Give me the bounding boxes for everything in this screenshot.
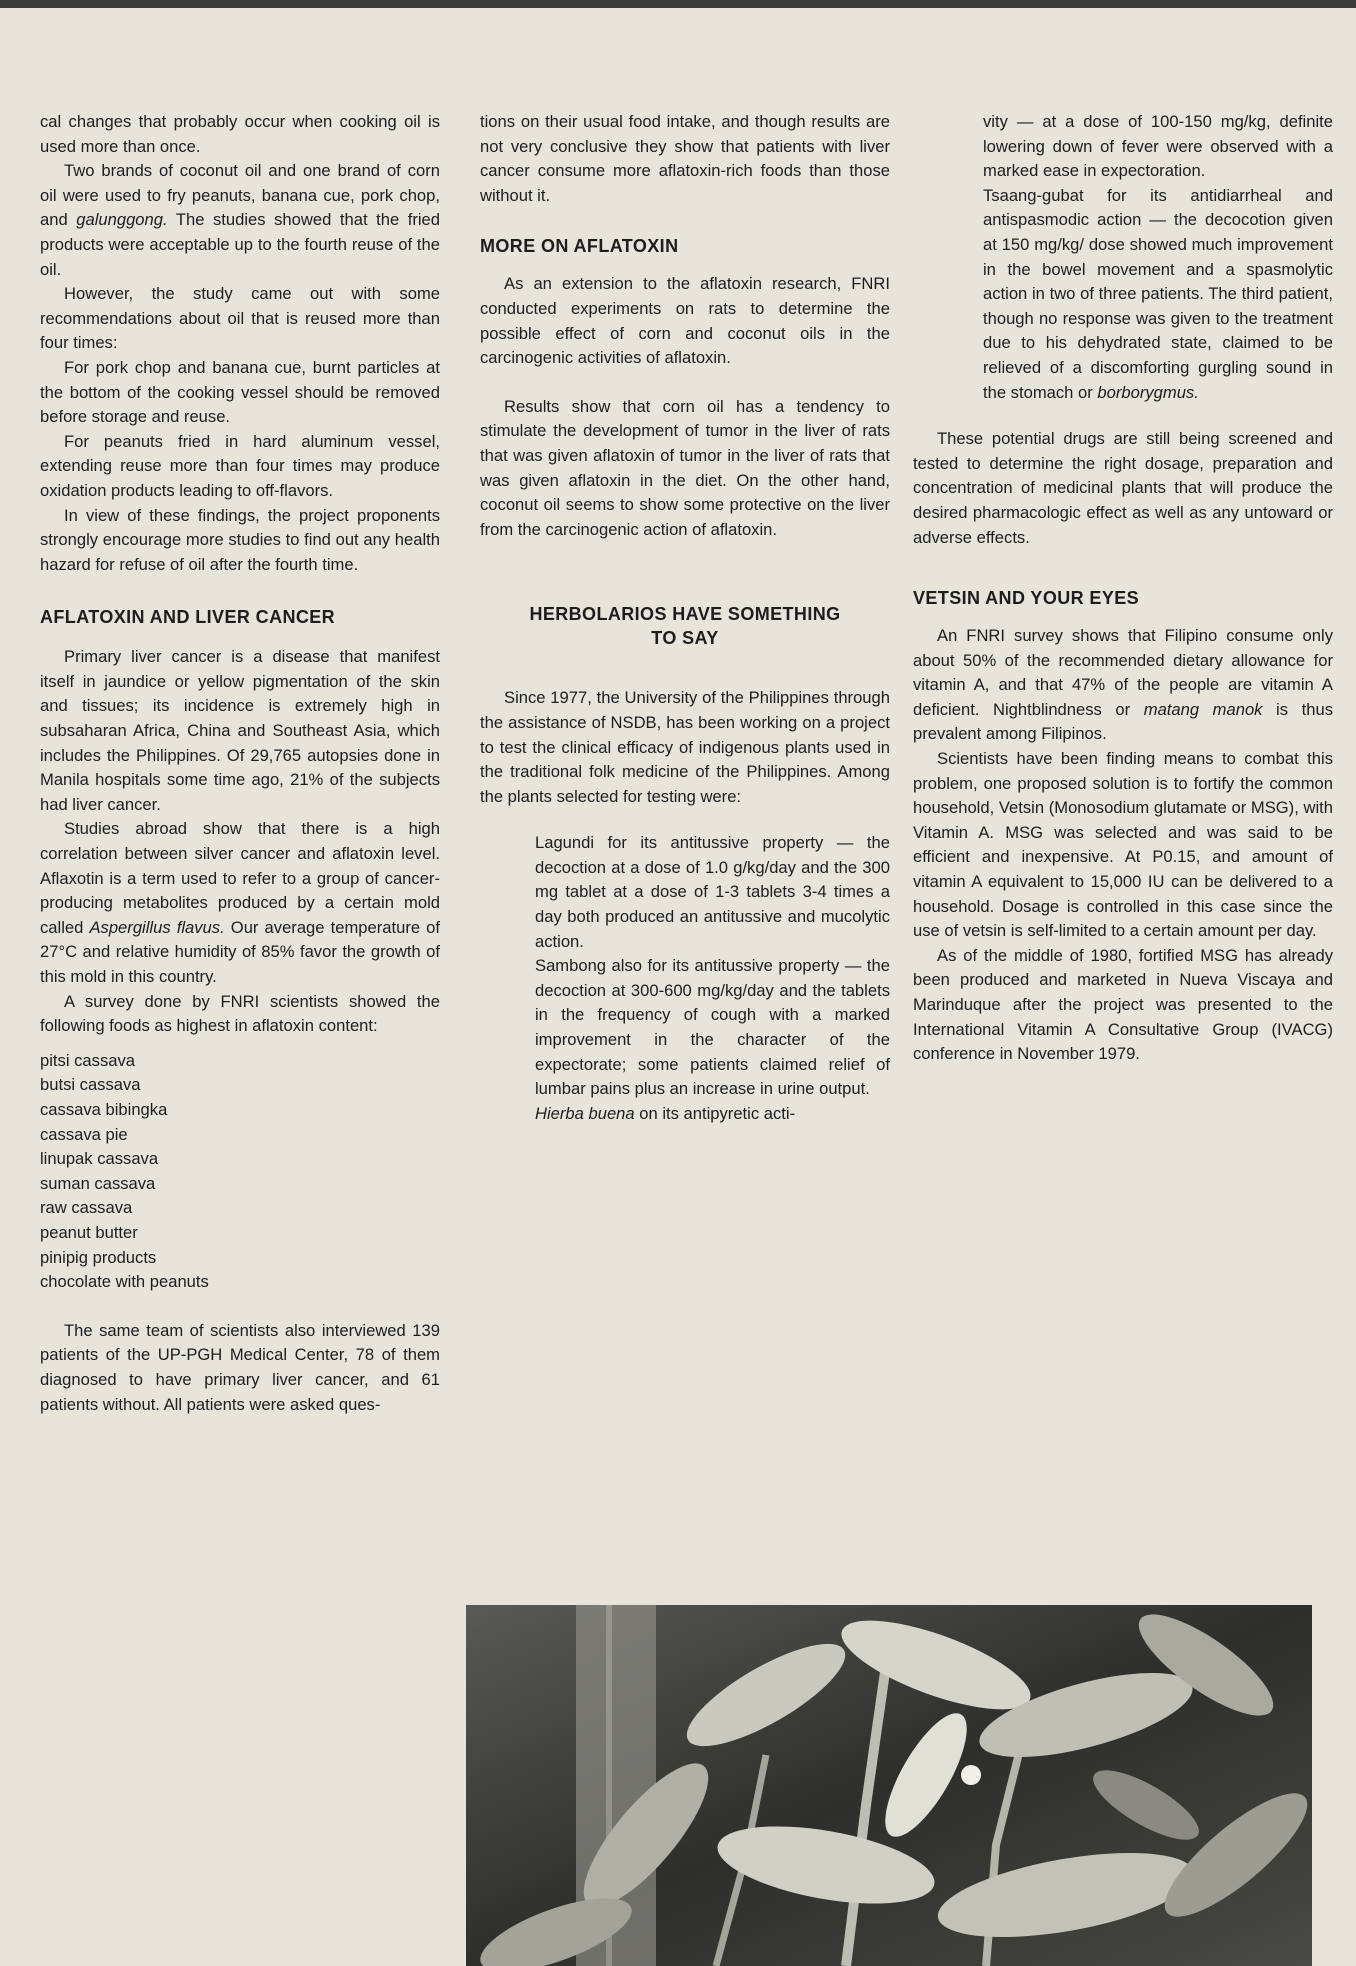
list-item: vity — at a dose of 100-150 mg/kg, definite lowering down of fever were observed with a marked ease in expectoration. [983, 112, 1333, 181]
list-item: butsi cassava [40, 1075, 141, 1095]
list-item: Hierba buena on its antipyretic acti- [535, 1103, 796, 1123]
paragraph: Results show that corn oil has a tendency to stimulate the development of tumor in the liver of rats that was given aflatoxin of tumor in the liver of rats that was given aflatoxin in the diet. On the other hand, coconut oil seems to show some protective on the liver from the carcinogenic action of aflatoxin. [480, 396, 890, 539]
paragraph: tions on their usual food intake, and though results are not very conclusive they show that patients with liver cancer consume more aflatoxin-rich foods than those without it. [480, 112, 890, 205]
list-item: pinipig products [40, 1247, 157, 1267]
paragraph: cal changes that probably occur when cooking oil is used more than once. [40, 112, 440, 156]
list-item: Sambong also for its antitussive property — the decoction at 300-600 mg/kg/day and the tablets in the frequency of cough with a marked improvement in the character of the expectorate; some patients claimed relief of lumbar pains plus an increase in urine output. [535, 956, 890, 1099]
paragraph: These potential drugs are still being screened and tested to determine the right dosage, preparation and concentration of medicinal plants that will produce the desired pharmacologic effect as well as any untoward or adverse effects. [913, 429, 1333, 547]
paragraph: Scientists have been finding means to combat this problem, one proposed solution is to fortify the common household, Vetsin (Monosodium glutamate or MSG), with Vitamin A. MSG was selected and was said to be efficient and inexpensive. At P0.15, and amount of vitamin A equivalent to 15,000 IU can be delivered to a household. Dosage is controlled in this case since the use of vetsin is self-limited to a certain amount per day. [913, 749, 1333, 941]
paragraph: As of the middle of 1980, fortified MSG has already been produced and marketed in Nueva Viscaya and Marinduque after the project was presented to the International Vitamin A Consultative Group (IVACG) conference in November 1979. [913, 945, 1333, 1064]
section-heading: AFLATOXIN AND LIVER CANCER [40, 607, 336, 628]
paragraph: As an extension to the aflatoxin research, FNRI conducted experiments on rats to determine the possible effect of corn and coconut oils in the carcinogenic activities of aflatoxin. [480, 274, 890, 368]
list-item: Tsaang-gubat for its antidiarrheal and antispasmodic action — the decocotion given at 150 mg/kg/ dose showed much improvement in the bowel movement and a spasmolytic action in two of three patients. The third patient, though no response was given to the treatment due to his dehydrated state, claimed to be relieved of a discomforting gurgling sound in the stomach or borborygmus. [983, 185, 1333, 402]
paragraph: The same team of scientists also interviewed 139 patients of the UP-PGH Medical Center, 78 of them diagnosed to have primary liver cancer, and 61 patients without. All patients were asked ques- [40, 1320, 440, 1414]
paragraph: An FNRI survey shows that Filipino consume only about 50% of the recommended dietary allowance for vitamin A, and that 47% of the people are vitamin A deficient. Nightblindness or matang manok is thus prevalent among Filipinos. [913, 626, 1333, 744]
paragraph: Studies abroad show that there is a high correlation between silver cancer and aflatoxin level. Aflaxotin is a term used to refer to a group of cancer-producing metabolites produced by a certain mold called Aspergillus flavus. Our average temperature of 27°C and relative humidity of 85% favor the growth of this mold in this country. [40, 819, 441, 986]
list-item: Lagundi for its antitussive property — the decoction at a dose of 1.0 g/kg/day and the 300 mg tablet at a dose of 1-3 tablets 3-4 times a day both produced an antitussive and mucolytic action. [535, 833, 890, 951]
list-item: cassava pie [40, 1124, 128, 1144]
paragraph: For pork chop and banana cue, burnt particles at the bottom of the cooking vessel should be removed before storage and reuse. [40, 357, 440, 427]
list-item: chocolate with peanuts [40, 1272, 209, 1292]
paragraph: A survey done by FNRI scientists showed the following foods as highest in aflatoxin content: [40, 991, 440, 1036]
paragraph: However, the study came out with some recommendations about oil that is reused more than four times: [40, 284, 440, 353]
list-item: raw cassava [40, 1198, 133, 1218]
list-item: pitsi cassava [40, 1050, 135, 1070]
column-1 [40, 110, 440, 1417]
section-heading: HERBOLARIOS HAVE SOMETHING TO SAY [529, 604, 841, 649]
list-item: peanut butter [40, 1222, 138, 1242]
paragraph: For peanuts fried in hard aluminum vessel, extending reuse more than four times may produce oxidation products leading to off-flavors. [40, 431, 440, 500]
paragraph: In view of these findings, the project proponents strongly encourage more studies to find out any health hazard for refuse of oil after the fourth time. [40, 505, 440, 574]
column-3 [913, 110, 1333, 1067]
continued-list [913, 110, 1333, 405]
plant-image [466, 1605, 1312, 1966]
plant-list [535, 831, 890, 1126]
paragraph: Primary liver cancer is a disease that manifest itself in jaundice or yellow pigmentation of the skin and tissues; its incidence is extremely high in subsaharan Africa, China and Southeast Asia, which includes the Philippines. Of 29,765 autopsies done in Manila hospitals some time ago, 21% of the subjects had liver cancer. [40, 647, 440, 814]
plant-photograph [466, 1605, 1312, 1966]
food-list [40, 1049, 440, 1295]
list-item: cassava bibingka [40, 1099, 168, 1119]
list-item: linupak cassava [40, 1149, 159, 1169]
paragraph: Two brands of coconut oil and one brand of corn oil were used to fry peanuts, banana cue, pork chop, and galunggong. The studies showed that the fried products were acceptable up to the fourth reuse of the oil. [40, 161, 440, 279]
section-heading: MORE ON AFLATOXIN [480, 236, 679, 257]
top-edge-bar [0, 0, 1356, 8]
paragraph: Since 1977, the University of the Philippines through the assistance of NSDB, has been working on a project to test the clinical efficacy of indigenous plants used in the traditional folk medicine of the Philippines. Among the plants selected for testing were: [480, 688, 890, 806]
section-heading: VETSIN AND YOUR EYES [913, 588, 1140, 609]
column-2 [480, 110, 890, 1126]
list-item: suman cassava [40, 1173, 156, 1193]
